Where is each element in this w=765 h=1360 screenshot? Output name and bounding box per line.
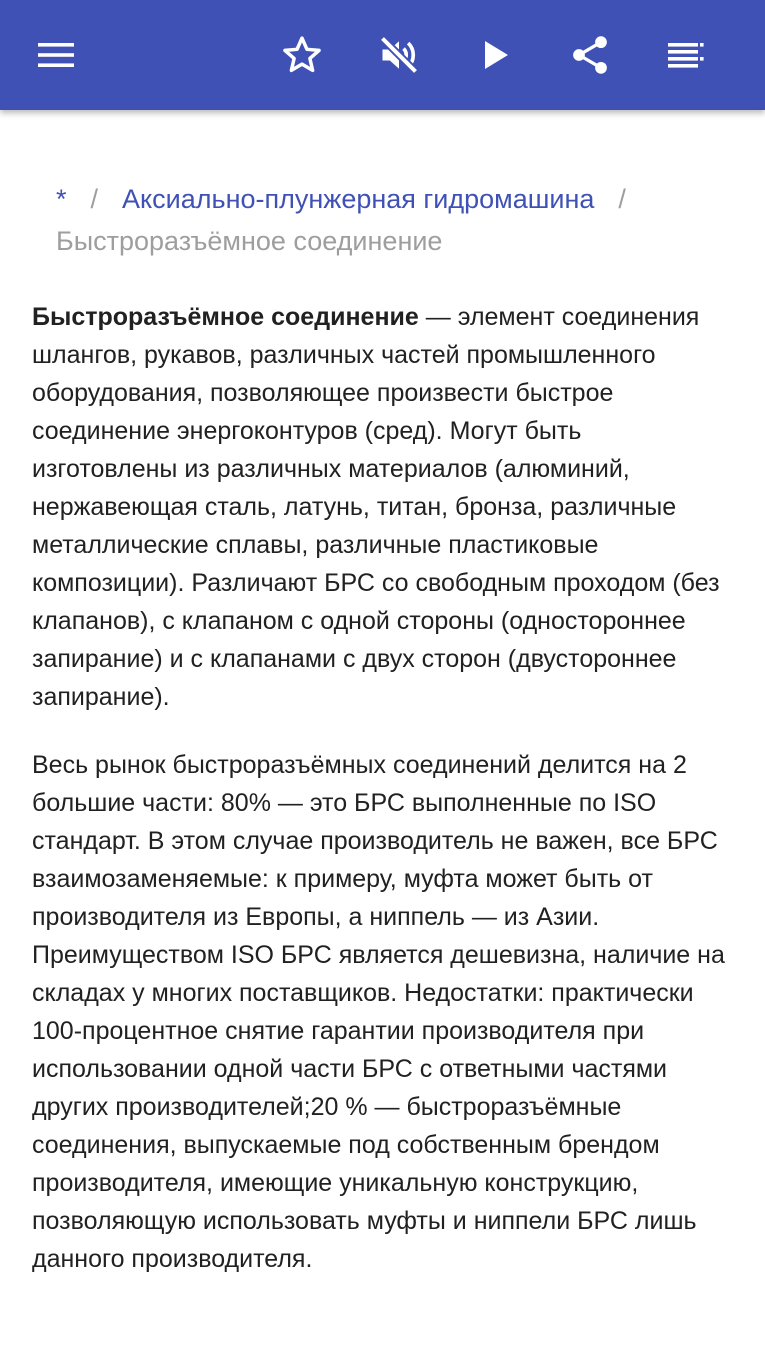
breadcrumb-separator: / <box>618 184 626 214</box>
play-icon <box>476 35 516 75</box>
article-body <box>32 298 732 1308</box>
breadcrumb-current: Быстроразъёмное соединение <box>56 226 443 256</box>
playlist-icon <box>666 35 706 75</box>
article-term: Быстроразъёмное соединение <box>32 303 419 331</box>
star-icon <box>280 33 324 77</box>
share-button[interactable] <box>562 27 618 83</box>
breadcrumb <box>56 178 716 262</box>
playlist-button[interactable] <box>658 27 714 83</box>
article-content <box>0 110 765 1360</box>
play-button[interactable] <box>468 27 524 83</box>
article-paragraph <box>32 298 732 716</box>
app-toolbar <box>0 0 765 110</box>
breadcrumb-separator: / <box>90 184 99 214</box>
volume-off-icon <box>377 33 421 77</box>
breadcrumb-parent-link[interactable]: Аксиально-плунжерная гидромашина <box>122 184 595 214</box>
share-icon <box>568 33 612 77</box>
article-paragraph: Весь рынок быстроразъёмных соединений делится на 2 большие части: 80% — это БРС выполненные по ISO стандарт. В этом случае производитель не важен, все БРС взаимозаменяемые: к примеру, муфта может быть от производителя из Европы, а ниппель — из Азии. Преимуществом ISO БРС является дешевизна, наличие на складах у многих поставщиков. Недостатки: практически 100-процентное снятие гарантии производителя при использовании одной части БРС с ответными частями других производителей;20 % — быстроразъёмные соединения, выпускаемые под собственным брендом производителя, имеющие уникальную конструкцию, позволяющую использовать муфты и ниппели БРС лишь данного производителя. <box>32 751 725 1273</box>
article-paragraph-text: — элемент соединения шлангов, рукавов, различных частей промышленного оборудования, позволяющее произвести быстрое соединение энергоконтуров (сред). Могут быть изготовлены из различных материалов (алюминий, нержавеющая сталь, латунь, титан, бронза, различные металлические сплавы, различные пластиковые композиции). Различают БРС со свободным проходом (без клапанов), с клапаном с одной стороны (одностороннее запирание) и с клапанами с двух сторон (двустороннее запирание). <box>32 303 720 711</box>
breadcrumb-home-link[interactable]: * <box>56 184 67 214</box>
favorite-button[interactable] <box>274 27 330 83</box>
menu-button[interactable] <box>28 27 84 83</box>
mute-button[interactable] <box>371 27 427 83</box>
menu-icon <box>36 35 76 75</box>
